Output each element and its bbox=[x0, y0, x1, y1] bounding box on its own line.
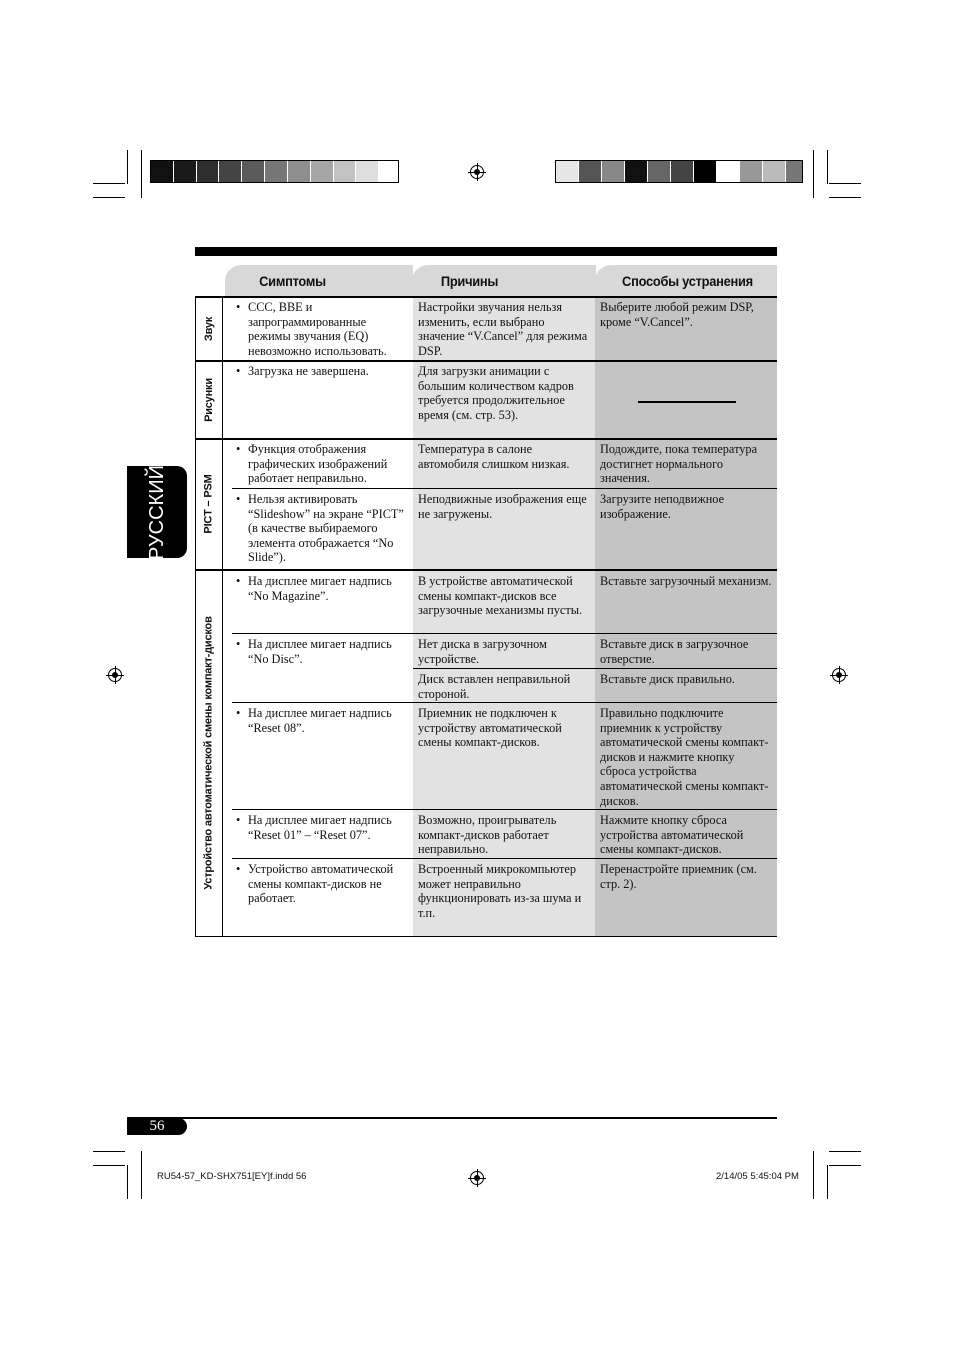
crop-mark bbox=[829, 1165, 861, 1166]
crop-mark bbox=[141, 1151, 142, 1199]
crop-mark bbox=[813, 150, 814, 198]
header-symptoms: Симптомы bbox=[259, 272, 326, 289]
table-rule bbox=[195, 296, 777, 298]
section-label-pict-psm: PICT – PSM bbox=[195, 438, 223, 570]
crop-mark bbox=[127, 150, 128, 184]
crop-mark bbox=[827, 1165, 828, 1199]
remedy-dash bbox=[638, 401, 736, 403]
table-cell-remedy: Вставьте диск в загрузочное отверстие. bbox=[595, 634, 777, 668]
table-cell-remedy: Вставьте диск правильно. bbox=[595, 669, 777, 702]
table-rule bbox=[413, 668, 777, 669]
crop-mark bbox=[93, 1165, 125, 1166]
table-cell-cause: В устройстве автоматической смены компакт-дисков все загрузочные механизмы пусты. bbox=[413, 571, 595, 633]
table-cell-remedy: Правильно подключите приемник к устройству автоматической смены компакт-дисков и нажмите кнопку сброса устройства автоматической смены компакт-дисков. bbox=[595, 703, 777, 809]
table-cell-cause: Диск вставлен неправильной стороной. bbox=[413, 669, 595, 702]
table-rule bbox=[232, 633, 777, 634]
table-cell-cause: Для загрузки анимации с большим количеством кадров требуется продолжительное время (см. стр. 53). bbox=[413, 361, 595, 438]
table-rule bbox=[232, 809, 777, 810]
grayscale-bar-left bbox=[150, 160, 399, 183]
table-cell-cause: Настройки звучания нельзя изменить, если выбрано значение “V.Cancel” для режима DSP. bbox=[413, 297, 595, 360]
registration-mark-icon bbox=[108, 668, 122, 682]
table-rule bbox=[232, 858, 777, 859]
language-tab: РУССКИЙ bbox=[127, 466, 187, 558]
table-rule bbox=[232, 488, 777, 489]
crop-mark bbox=[813, 1151, 814, 1199]
table-cell-remedy: Нажмите кнопку сброса устройства автоматической смены компакт-дисков. bbox=[595, 810, 777, 858]
section-label-pictures: Рисунки bbox=[195, 360, 223, 439]
table-cell-symptom: • На дисплее мигает надпись “Reset 01” – “Reset 07”. bbox=[223, 810, 413, 858]
table-cell-remedy bbox=[595, 361, 777, 438]
table-cell-cause: Температура в салоне автомобиля слишком низкая. bbox=[413, 439, 595, 488]
table-cell-cause: Неподвижные изображения еще не загружены. bbox=[413, 489, 595, 569]
table-cell-symptom: • Нельзя активировать “Slideshow” на экране “PICT” (в качестве выбираемого элемента отображается “No Slide”). bbox=[223, 489, 413, 569]
crop-mark bbox=[829, 183, 861, 184]
crop-mark bbox=[127, 1165, 128, 1199]
crop-mark bbox=[93, 1151, 125, 1152]
footer-date: 2/14/05 5:45:04 PM bbox=[716, 1171, 799, 1182]
crop-mark bbox=[93, 197, 125, 198]
table-cell-remedy: Вставьте загрузочный механизм. bbox=[595, 571, 777, 633]
table-cell-symptom: • На дисплее мигает надпись “No Disc”. bbox=[223, 634, 413, 702]
crop-mark bbox=[829, 1151, 861, 1152]
section-label-sound: Звук bbox=[195, 296, 223, 361]
page-number: 56 bbox=[127, 1118, 187, 1135]
table-cell-symptom: • CCC, BBE и запрограммированные режимы звучания (EQ) невозможно использовать. bbox=[223, 297, 413, 360]
table-rule bbox=[195, 438, 777, 440]
registration-mark-icon bbox=[470, 1171, 484, 1185]
registration-mark-icon bbox=[832, 668, 846, 682]
table-cell-remedy: Перенастройте приемник (см. стр. 2). bbox=[595, 859, 777, 936]
table-rule bbox=[232, 702, 777, 703]
table-cell-cause: Встроенный микрокомпьютер может неправильно функционировать из-за шума и т.п. bbox=[413, 859, 595, 936]
table-rule bbox=[195, 936, 777, 937]
table-cell-symptom: • На дисплее мигает надпись “Reset 08”. bbox=[223, 703, 413, 809]
table-cell-symptom: • Устройство автоматической смены компакт-дисков не работает. bbox=[223, 859, 413, 936]
footer-rule bbox=[127, 1117, 777, 1119]
crop-mark bbox=[829, 197, 861, 198]
table-cell-symptom: • На дисплее мигает надпись “No Magazine”. bbox=[223, 571, 413, 633]
registration-mark-icon bbox=[470, 165, 484, 179]
table-cell-cause: Приемник не подключен к устройству автоматической смены компакт-дисков. bbox=[413, 703, 595, 809]
table-cell-symptom: • Функция отображения графических изображений работает неправильно. bbox=[223, 439, 413, 488]
crop-mark bbox=[827, 150, 828, 184]
header-remedies: Способы устранения bbox=[622, 272, 753, 289]
table-cell-symptom: • Загрузка не завершена. bbox=[223, 361, 413, 438]
table-cell-cause: Нет диска в загрузочном устройстве. bbox=[413, 634, 595, 668]
crop-mark bbox=[93, 183, 125, 184]
table-cell-remedy: Загрузите неподвижное изображение. bbox=[595, 489, 777, 569]
section-label-changer: Устройство автоматической смены компакт-дисков bbox=[195, 569, 223, 937]
table-rule bbox=[195, 569, 777, 571]
table-cell-remedy: Подождите, пока температура достигнет нормального значения. bbox=[595, 439, 777, 488]
footer-file: RU54-57_KD-SHX751[EY]f.indd 56 bbox=[157, 1171, 307, 1182]
table-cell-remedy: Выберите любой режим DSP, кроме “V.Cancel”. bbox=[595, 297, 777, 360]
table-top-rule bbox=[195, 247, 777, 256]
table-rule bbox=[195, 360, 777, 362]
grayscale-bar-right bbox=[555, 160, 803, 183]
table-cell-cause: Возможно, проигрыватель компакт-дисков работает неправильно. bbox=[413, 810, 595, 858]
header-causes: Причины bbox=[440, 272, 499, 289]
crop-mark bbox=[141, 150, 142, 198]
